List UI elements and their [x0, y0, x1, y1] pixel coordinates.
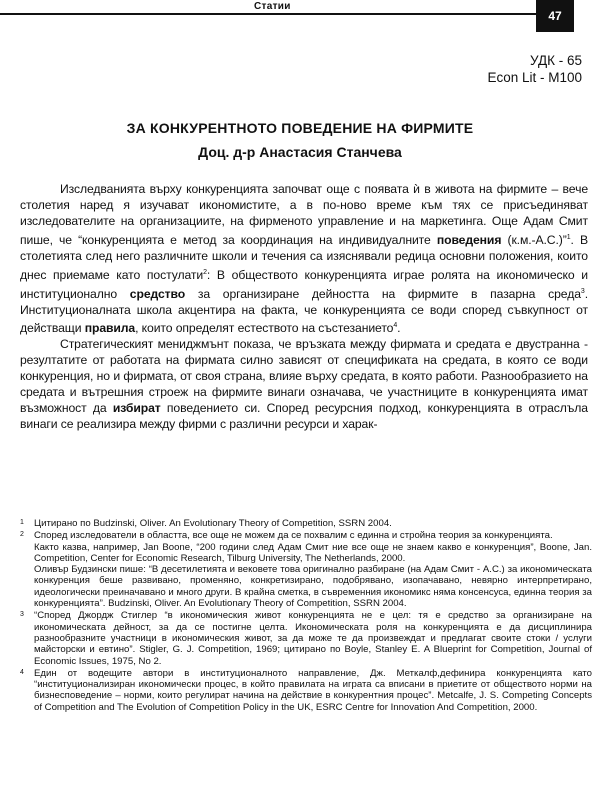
- body-paragraph: [20, 182, 588, 337]
- paragraph-text: , които определят естеството на състезанието: [135, 321, 394, 336]
- article-author: Доц. д-р Анастасия Станчева: [198, 144, 402, 160]
- footnote-marker: 3: [20, 611, 24, 619]
- emphasis-text: поведения: [436, 232, 502, 247]
- paragraph-text: .: [397, 321, 401, 336]
- footnote-reference: 1: [566, 233, 571, 241]
- footnote-text: Оливър Будзински пише: “В десетилетията и вековете това оригинално разбиране (на Адам Смит - А.С.) за икономическата конкуренция беше развивано, променяно, конкретизирано, подобрявано, изопачавано, невярно интерпретирано, идеологически преиначавано и много други. В крайна сметка, в съвременния икономикс няма консенсуса, единна теория за конкуренцията”. Budzinski, Oliver. An Evolutionary Theory of Competition, SSRN 2004.: [34, 564, 592, 610]
- footnote-reference: 3: [580, 287, 585, 295]
- footnote-text: “Според Джордж Стиглер “в икономическия живот конкуренцията не е цел: тя е средство за организиране на икономическата дейност, за да се постигне целта. Икономическата роля на конкуренцията е да дисциплинира разнообразните участници в икономическия живот, за да може те да произвеждат и предлагат своите стоки / услуги майсторски и евтино”. Stigler, G. J. Competition, 1969; цитирано по Boyle, Stanley E. A Blueprint for Competition, Journal of Economic Issues, 1975, No 2.: [34, 610, 592, 667]
- footnote-marker: 2: [20, 531, 24, 539]
- paragraph-text: поведението си. Според ресурсния подход, конкуренцията в отраслъла винаги се реализира между фирми с различни ресурси и харак-: [20, 401, 588, 431]
- econlit-code: Econ Lit - M100: [487, 70, 582, 85]
- footnote-item: [20, 518, 592, 529]
- emphasis-text: избират: [112, 401, 161, 416]
- classification-codes: [487, 52, 582, 86]
- footnote-text: Както казва, например, Jan Boone, “200 години след Адам Смит ние все още не знаем какво е конкуренция”, Boone, Jan. Competition, Center for Economic Research, Tilburg University, The Netherlands, 2000.: [34, 541, 592, 564]
- running-header: [0, 0, 600, 23]
- paragraph-text: за организиране дейността на фирмите в пазарна среда: [185, 286, 581, 301]
- footnote-item: [20, 610, 592, 666]
- footnote-text: Според изследователи в областта, все още не можем да се похвалим с единна и стройна теория за конкуренцията.: [34, 530, 553, 542]
- footnote-marker: 1: [20, 519, 24, 526]
- paragraph-text: . В столетията след него различните школи и течения са изяснявали редица основни положения, които днес приемаме като постулати: [20, 232, 588, 282]
- page-number-badge: 47: [536, 0, 574, 32]
- header-rule: [0, 13, 536, 15]
- footnote-marker: 4: [20, 668, 24, 676]
- footnote-item: [20, 668, 592, 713]
- body-paragraph: [20, 337, 588, 432]
- article-body: [20, 182, 588, 433]
- paragraph-text: . Институционалната школа акцентира на факта, че конкуренцията се води според съвкупност от действащи: [20, 286, 588, 336]
- emphasis-text: правила: [84, 321, 136, 336]
- paragraph-text: : В обществото конкуренцията играе ролята на икономическо и институционално: [20, 267, 588, 301]
- footnote-reference: 4: [393, 322, 398, 330]
- paragraph-text: (к.м.-А.С.)”: [501, 232, 567, 247]
- footnote-text: Цитирано по Budzinski, Oliver. An Evolutionary Theory of Competition, SSRN 2004.: [34, 518, 392, 529]
- emphasis-text: средство: [129, 286, 186, 301]
- footnote-reference: 2: [203, 268, 207, 276]
- footnotes: [20, 518, 592, 714]
- section-title: Статии: [254, 1, 291, 12]
- footnote-item: [20, 530, 592, 609]
- paragraph-text: Изследванията върху конкуренцията започват още с появата ѝ в живота на фирмите – вече столетия наред я изучават икономистите, а в по-ново време към тях се присъединяват изследователите на организациите, на фирменото управление и на маркетинга. Още Адам Смит пише, че “конкуренцията е метод за координация на индивидуалните: [20, 182, 588, 247]
- footnote-text: Един от водещите автори в институционалното направление, Дж. Меткалф,дефинира конкуренцията като “институционализиран икономически процес, в който правилата на играта са вписани в приетите от обществото норми на бизнесповедение – норми, които регулират начина на действие в конкурентния процес”. Metcalfe, J. S. Competing Concepts of Competition and The Evolution of Competition Policy in the UK, ESRC Centre for Innovation And Competition, 2000.: [34, 667, 592, 713]
- udk-code: УДК - 65: [530, 53, 582, 68]
- article-title: ЗА КОНКУРЕНТНОТО ПОВЕДЕНИЕ НА ФИРМИТЕ: [126, 120, 474, 136]
- paragraph-text: Стратегическият мениджмънт показа, че връзката между фирмата и средата е двустранна - резултатите от работата на фирмата силно зависят от спецификата на средата, в която се води конкуренция, но и фирмата, от своя страна, влияе върху средата, в която работи. Разнообразието на средата и вътрешния строеж на фирмите винаги означава, че участниците в конкуренцията имат възможност да: [20, 337, 588, 416]
